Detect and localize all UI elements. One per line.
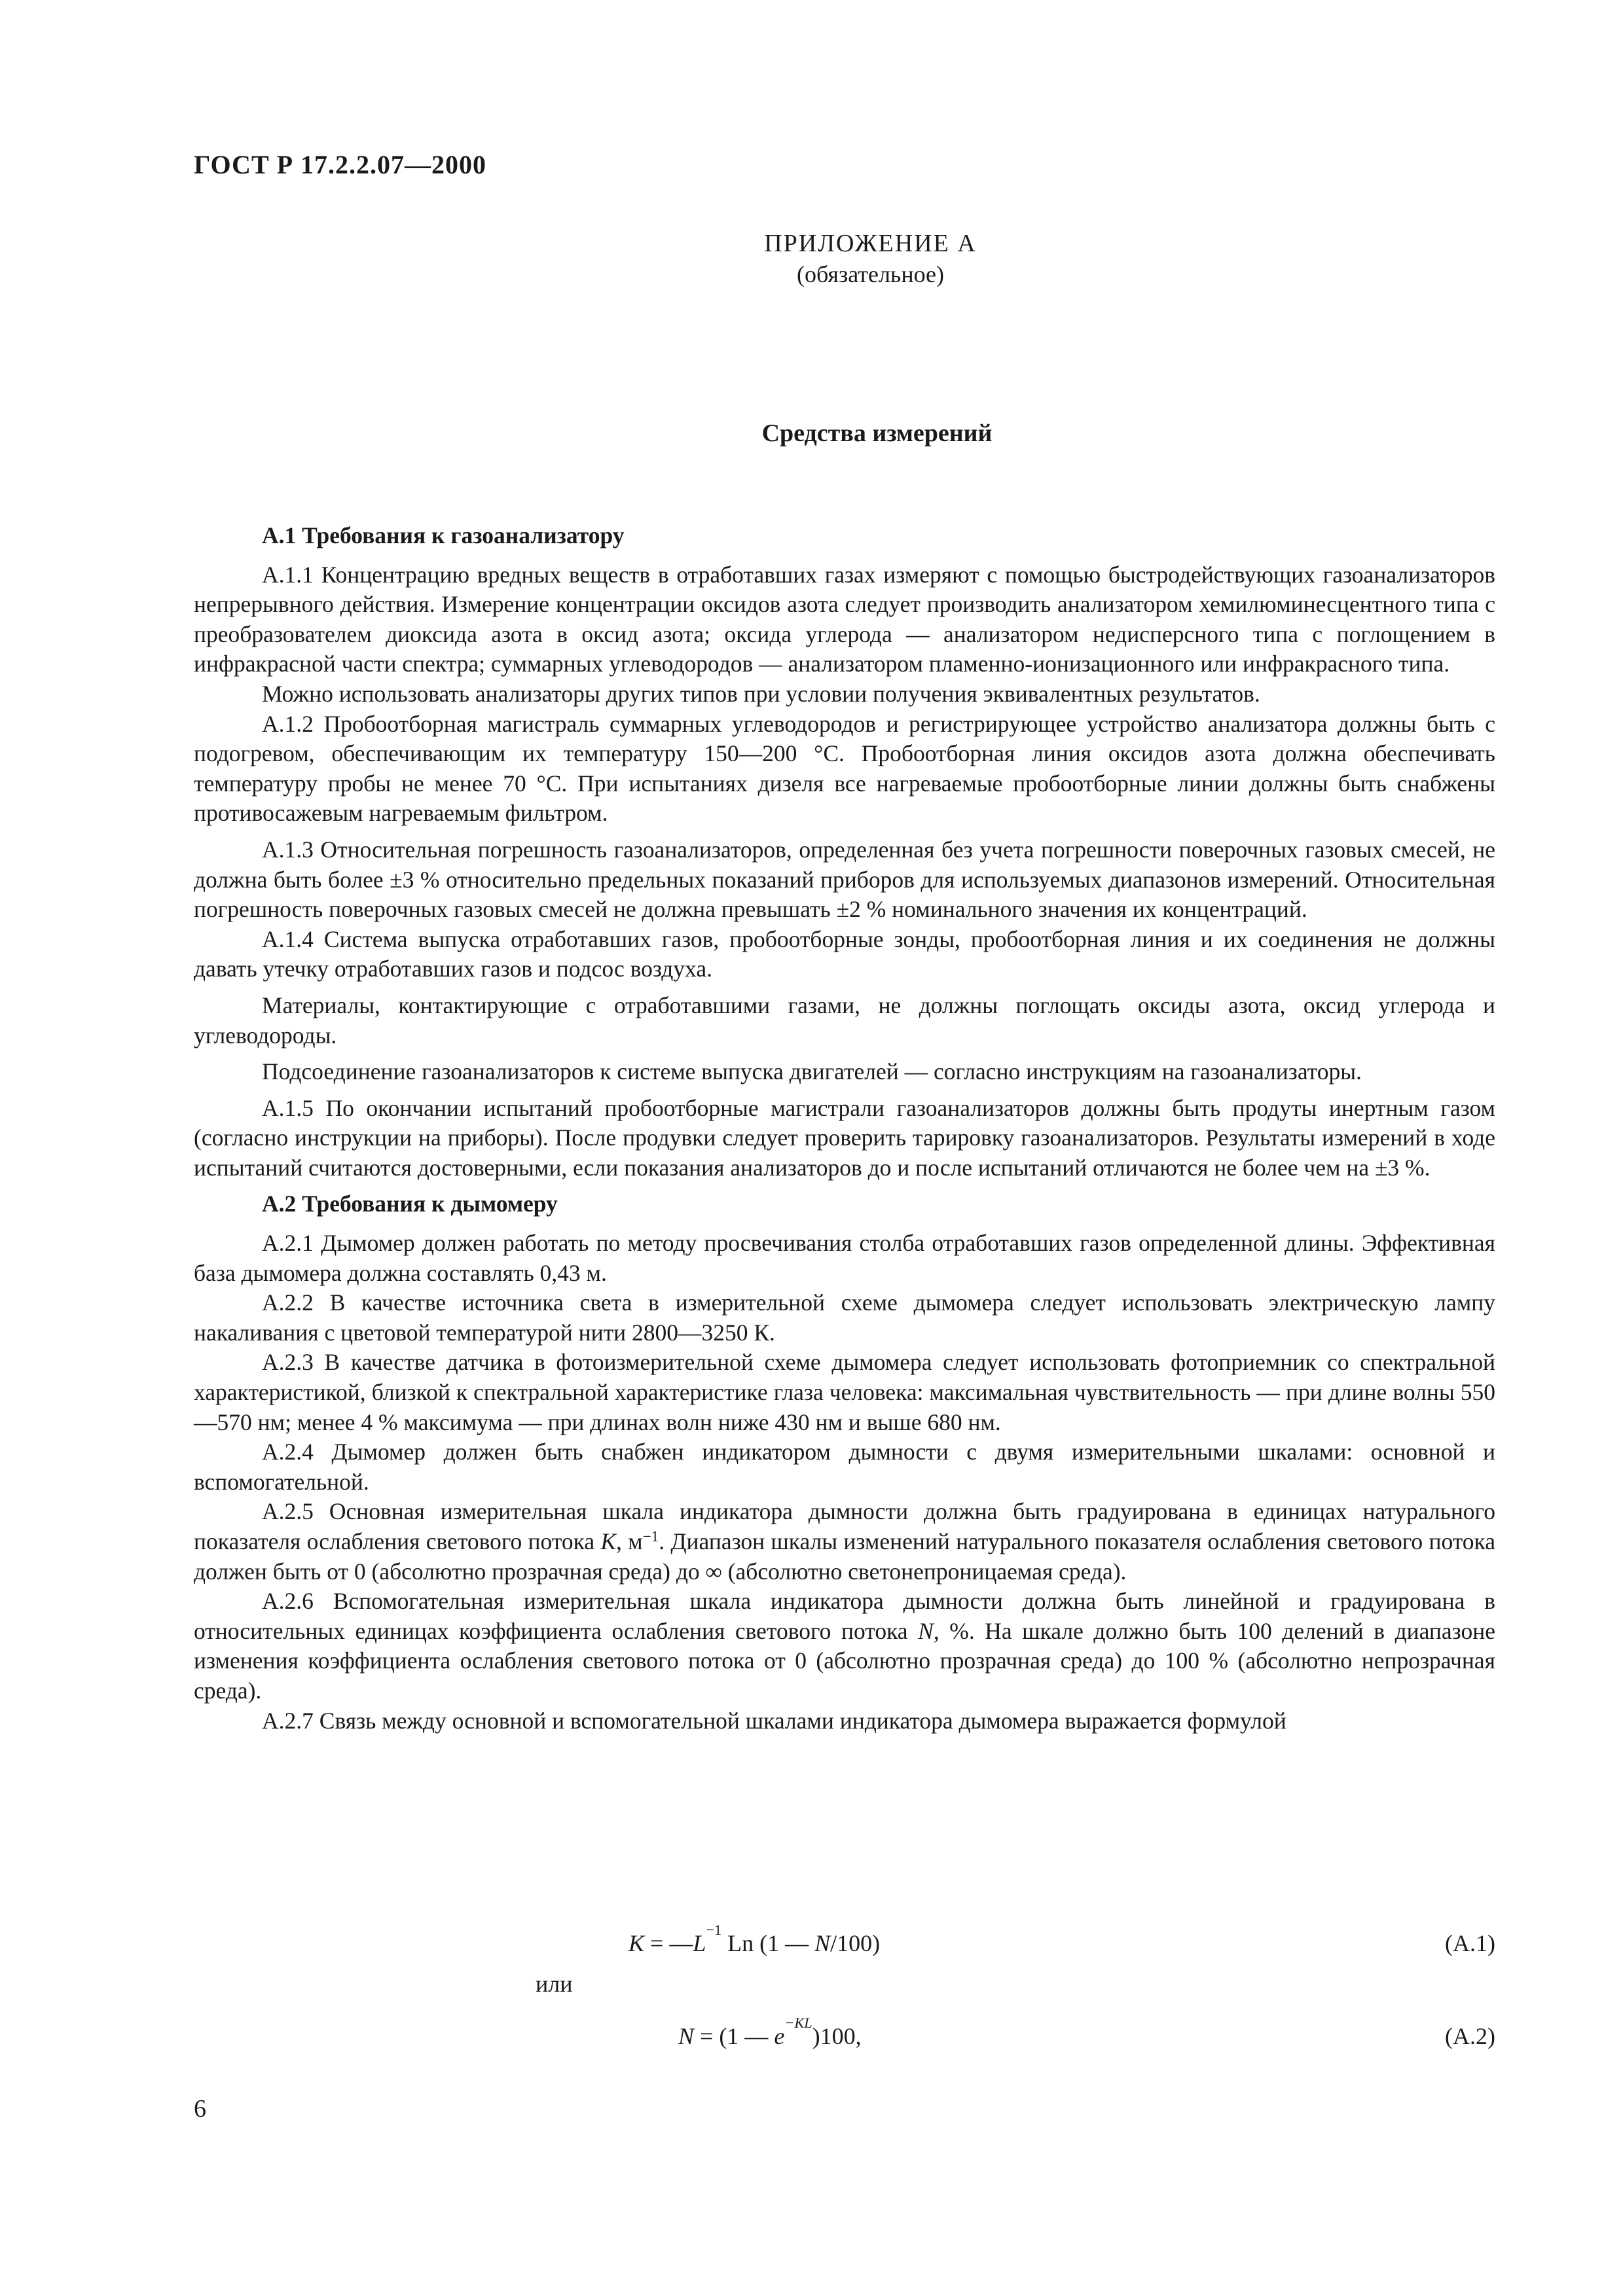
formula-a2-eq: = (1 — [694,2023,775,2049]
paragraph-a2-5 [194,1497,1495,1587]
paragraph-a2-7: А.2.7 Связь между основной и вспомогательной шкалами индикатора дымомера выражается формулой [262,1707,1286,1734]
formula-connector: или [536,1971,573,1997]
formula-a2-number: (А.2) [1445,2023,1495,2049]
exponent: −1 [642,1528,659,1545]
annex-title: ПРИЛОЖЕНИЕ А [764,230,977,257]
paragraph-a1-2: А.1.2 Пробоотборная магистраль суммарных углеводородов и регистрирующее устройство анализатора должны быть с подогревом, обеспечивающим их температуру 150—200 °С. Пробоотборная линия оксидов азота должна обеспечивать температуру пробы не менее 70 °С. При испытаниях дизеля все нагреваемые пробоотборные линии должны быть снабжены противосажевым нагреваемым фильтром. [194,710,1495,827]
formula-a2-e: e [774,2023,785,2049]
formula-a2-expression [678,2014,862,2050]
page-number: 6 [194,2095,206,2123]
formula-a1-n: N [814,1930,831,1956]
paragraph-a1-1-note: Можно использовать анализаторы других типов при условии получения эквивалентных результатов. [262,680,1260,707]
paragraph-a2-3: А.2.3 В качестве датчика в фотоизмерительной схеме дымомера следует использовать фотоприемник со спектральной характеристикой, близкой к спектральной характеристике глаза человека: максимальная чувствительность — при длине волны 550—570 нм; менее 4 % максимума — при длинах волн ниже 430 нм и выше 680 нм. [194,1349,1495,1435]
paragraph-a2-2: А.2.2 В качестве источника света в измерительной схеме дымомера следует использовать электрическую лампу накаливания с цветовой температурой нити 2800—3250 К. [194,1289,1495,1346]
paragraph-a1-1: А.1.1 Концентрацию вредных веществ в отработавших газах измеряют с помощью быстродействующих газоанализаторов непрерывного действия. Измерение концентрации оксидов азота следует производить анализатором хемилюминесцентного типа с преобразователем диоксида азота в оксид азота; оксида углерода — анализатором недисперсного типа с поглощением в инфракрасной части спектра; суммарных углеводородов — анализатором пламенно-ионизационного или инфракрасного типа. [194,561,1495,677]
symbol-n: N [918,1617,934,1644]
formula-a1-number: (А.1) [1445,1930,1495,1956]
formula-a2-exp: −KL [784,2014,812,2031]
paragraph-a2-4: А.2.4 Дымомер должен быть снабжен индикатором дымности с двумя измерительными шкалами: основной и вспомогательной. [194,1439,1495,1495]
section-title: Средства измерений [761,420,993,447]
paragraph-a2-6 [194,1587,1495,1706]
paragraph-a1-5: А.1.5 По окончании испытаний пробоотборные магистрали газоанализаторов должны быть продуты инертным газом (согласно инструкции на приборы). После продувки следует проверить тарировку газоанализаторов. Результаты измерений в ходе испытаний считаются достоверными, если показания анализаторов до и после испытаний отличаются не более чем на ±3 %. [194,1094,1495,1181]
document-code: ГОСТ Р 17.2.2.07—2000 [194,150,487,179]
paragraph-a2-6-text-a: А.2.6 Вспомогательная измерительная шкала индикатора дымности должна быть линейной и градуирована в относительных единицах коэффициента ослабления светового потока [194,1588,1495,1644]
formula-a1-rest-a: Ln (1 — [721,1930,815,1956]
formula-a2-rest: )100, [812,2023,862,2049]
formula-a1-l: L [693,1930,706,1956]
formula-a1-exp: −1 [706,1921,722,1938]
formula-a1-k: K [629,1930,645,1956]
formula-a1-rest-b: /100) [830,1930,881,1956]
subsection-heading-a1: А.1 Требования к газоанализатору [262,522,625,548]
paragraph-a1-3: А.1.3 Относительная погрешность газоанализаторов, определенная без учета погрешности поверочных газовых смесей, не должна быть более ±3 % относительно предельных показаний приборов для используемых диапазонов измерений. Относительная погрешность поверочных газовых смесей не должна превышать ±2 % номинального значения их концентраций. [194,836,1495,923]
paragraph-a2-6-text-b: , %. На шкале должно быть 100 делений в диапазоне изменения коэффициента ослабления светового потока от 0 (абсолютно прозрачная среда) до 100 % (абсолютно непрозрачная среда). [194,1617,1495,1704]
formula-a1-expression [629,1921,881,1957]
paragraph-a2-5-text-a: А.2.5 Основная измерительная шкала индикатора дымности должна быть градуирована в единицах натурального показателя ослабления светового потока [194,1498,1495,1554]
paragraph-a2-1: А.2.1 Дымомер должен работать по методу просвечивания столба отработавших газов определенной длины. Эффективная база дымомера должна составлять 0,43 м. [194,1230,1495,1286]
annex-subtitle: (обязательное) [797,261,944,287]
subsection-heading-a2: А.2 Требования к дымомеру [262,1191,558,1217]
paragraph-a2-5-text-b: , м [616,1528,643,1554]
symbol-k: K [600,1528,617,1554]
body-text [194,517,1495,1736]
formula-a2-n: N [678,2023,695,2049]
formula-a1-eq: = — [644,1930,693,1956]
paragraph-a2-5-text-c: . Диапазон шкалы изменений натурального показателя ослабления светового потока должен быть от 0 (абсолютно прозрачная среда) до ∞ (абсолютно светонепроницаемая среда). [194,1528,1495,1585]
paragraph-a1-4: А.1.4 Система выпуска отработавших газов, пробоотборные зонды, пробоотборная линия и их соединения не должны давать утечку отработавших газов и подсос воздуха. [194,925,1495,982]
paragraph-a1-4-connection: Подсоединение газоанализаторов к системе выпуска двигателей — согласно инструкциям на газоанализаторы. [262,1058,1362,1085]
paragraph-a1-4-materials: Материалы, контактирующие с отработавшими газами, не должны поглощать оксиды азота, оксид углерода и углеводороды. [194,992,1495,1049]
